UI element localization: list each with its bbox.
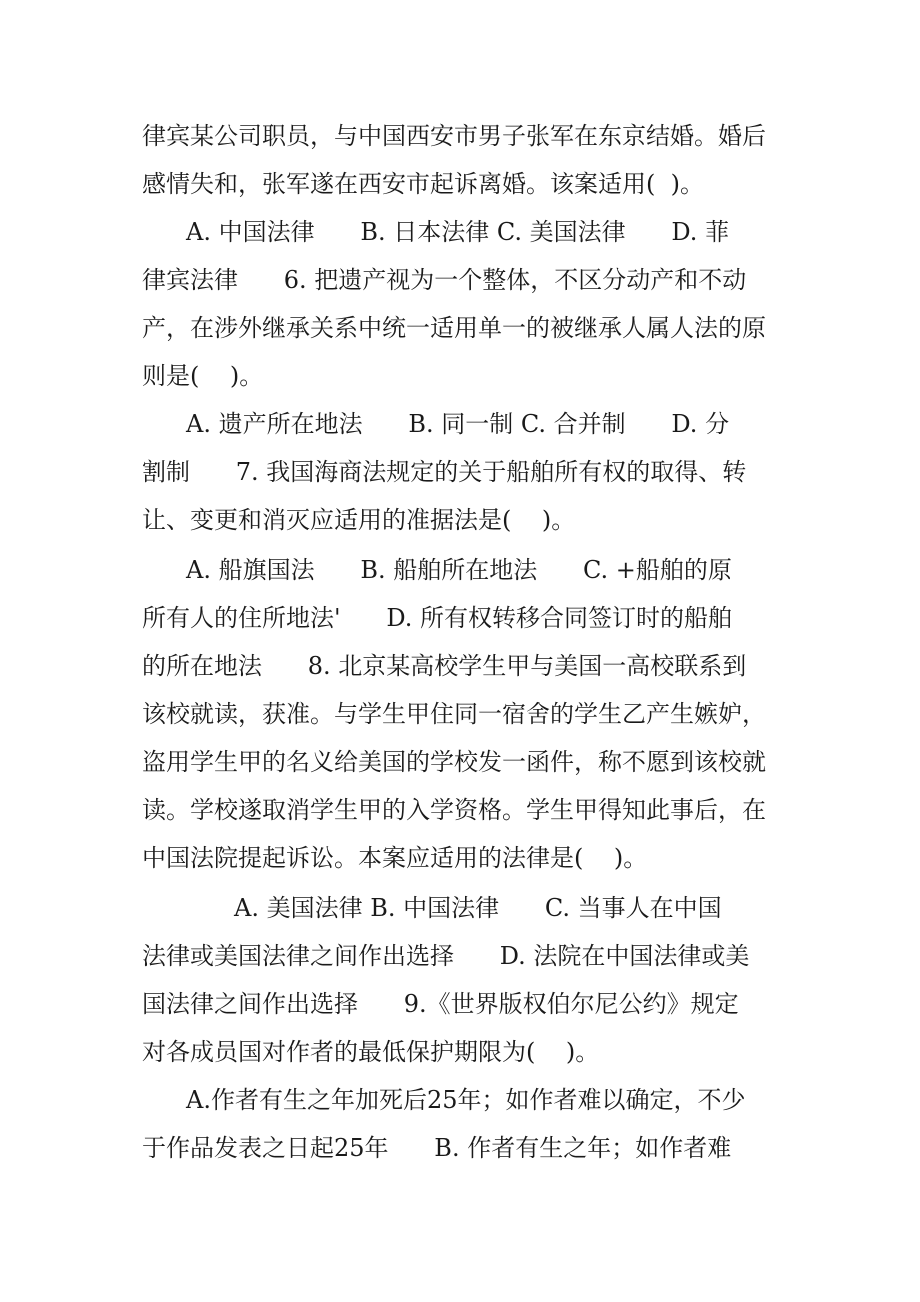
text-line: 产，在涉外继承关系中统一适用单一的被继承人属人法的原 bbox=[142, 314, 766, 342]
text-line: A. 美国法律 B. 中国法律 C. 当事人在中国 bbox=[234, 894, 722, 922]
text-line: 该校就读，获准。与学生甲住同一宿舍的学生乙产生嫉妒， bbox=[142, 700, 766, 728]
text-line: 读。学校遂取消学生甲的入学资格。学生甲得知此事后，在 bbox=[142, 796, 766, 824]
text-line: 感情失和，张军遂在西安市起诉离婚。该案适用( )。 bbox=[142, 170, 704, 198]
text-line: 的所在地法 8. 北京某高校学生甲与美国一高校联系到 bbox=[142, 652, 747, 680]
text-line: 于作品发表之日起25年 B. 作者有生之年；如作者难 bbox=[142, 1134, 732, 1162]
text-line: A. 中国法律 B. 日本法律 C. 美国法律 D. 菲 bbox=[186, 218, 730, 246]
text-line: 则是( )。 bbox=[142, 362, 264, 390]
text-line: 让、变更和消灭应适用的准据法是( )。 bbox=[142, 506, 576, 534]
text-line: 中国法院提起诉讼。本案应适用的法律是( )。 bbox=[142, 844, 648, 872]
text-line: 律宾某公司职员，与中国西安市男子张军在东京结婚。婚后 bbox=[142, 122, 766, 150]
text-line: 割制 7. 我国海商法规定的关于船舶所有权的取得、转 bbox=[142, 458, 747, 486]
text-line: A. 船旗国法 B. 船舶所在地法 C. +船舶的原 bbox=[186, 556, 732, 584]
text-line: A. 遗产所在地法 B. 同一制 C. 合并制 D. 分 bbox=[186, 410, 730, 438]
text-line: A.作者有生之年加死后25年；如作者难以确定，不少 bbox=[186, 1086, 746, 1114]
text-line: 盗用学生甲的名义给美国的学校发一函件，称不愿到该校就 bbox=[142, 748, 766, 776]
text-line: 对各成员国对作者的最低保护期限为( )。 bbox=[142, 1038, 600, 1066]
text-line: 律宾法律 6. 把遗产视为一个整体，不区分动产和不动 bbox=[142, 266, 747, 294]
text-line: 所有人的住所地法' D. 所有权转移合同签订时的船舶 bbox=[142, 604, 733, 632]
text-line: 国法律之间作出选择 9.《世界版权伯尔尼公约》规定 bbox=[142, 990, 739, 1018]
text-line: 法律或美国法律之间作出选择 D. 法院在中国法律或美 bbox=[142, 942, 750, 970]
